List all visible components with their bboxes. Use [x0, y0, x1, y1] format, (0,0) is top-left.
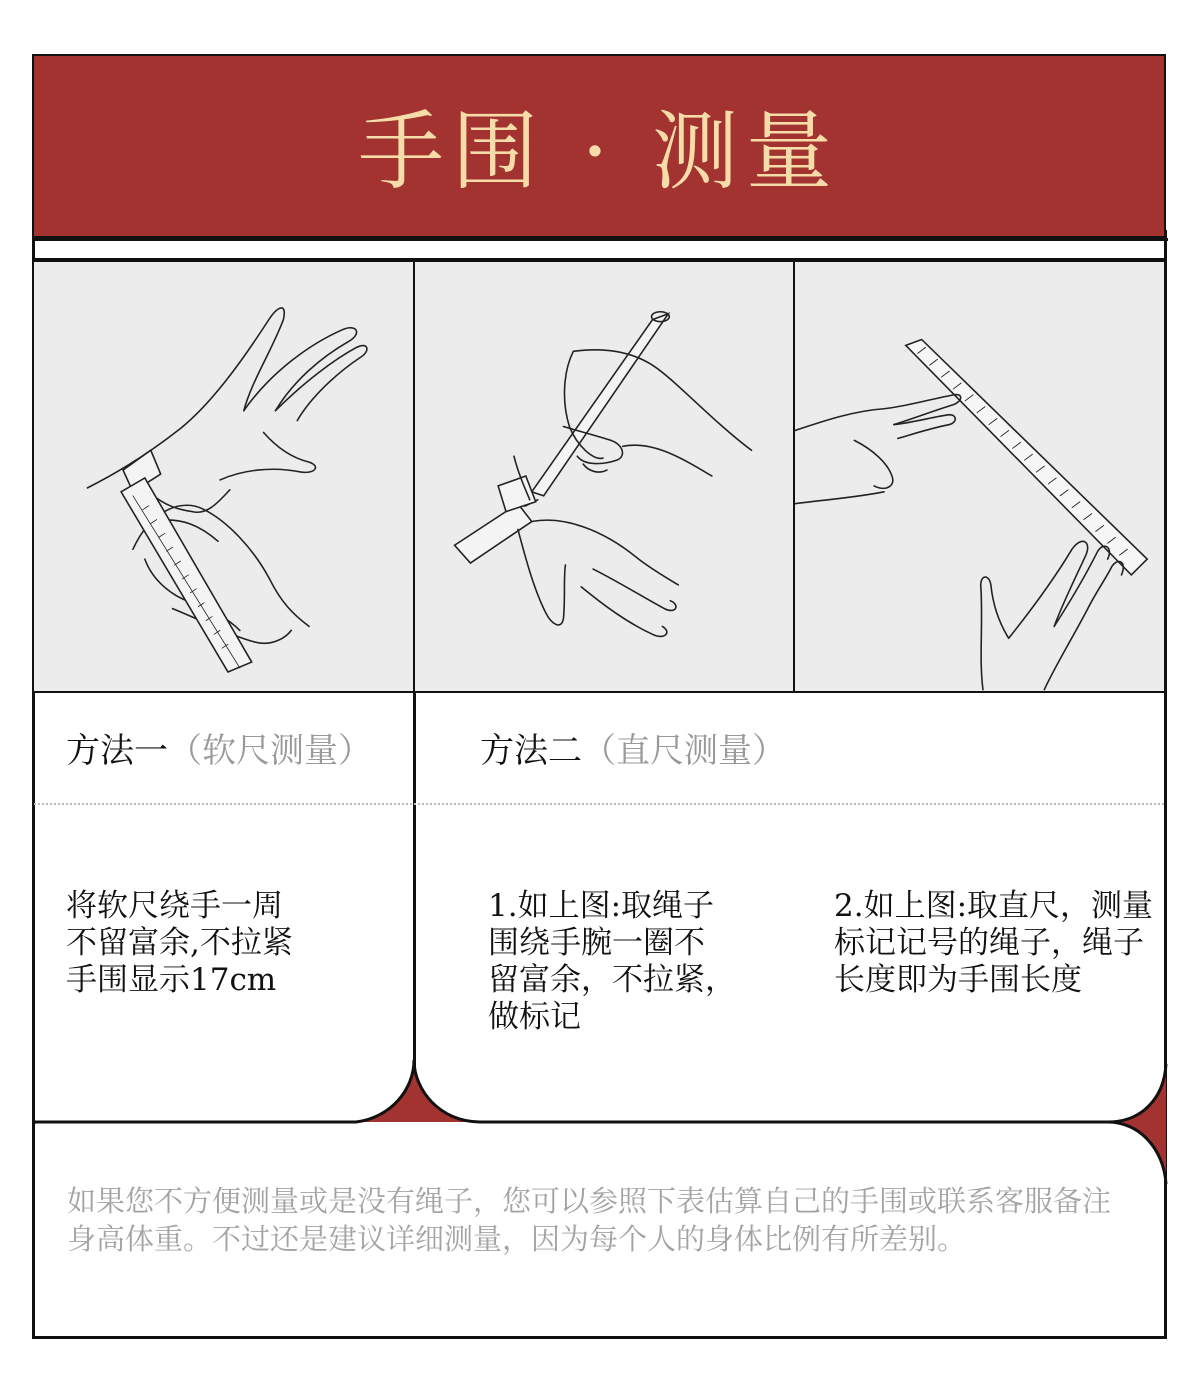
- method-one-title: [66, 728, 372, 774]
- method-two-label: 方法二: [480, 731, 582, 771]
- method-one-subtitle: （软尺测量）: [168, 731, 372, 771]
- desc-line: 长度即为手围长度: [834, 962, 1082, 998]
- note-line: 身高体重。不过还是建议详细测量，因为每个人的身体比例有所差别。: [67, 1222, 967, 1256]
- soft-tape-wrist-illustration: [34, 262, 414, 691]
- desc-line: 标记记号的绳子，绳子: [834, 925, 1144, 961]
- dotted-divider: [34, 803, 1164, 805]
- illustration-panel-pen-marking: [413, 260, 796, 693]
- page-title: 手围 · 测量: [357, 102, 840, 202]
- desc-line: 围绕手腕一圈不: [488, 925, 705, 961]
- frame-line-bottom: [32, 1336, 1167, 1339]
- header-banner: [32, 54, 1166, 238]
- illustration-panel-soft-tape: [32, 260, 416, 693]
- desc-line: 留富余，不拉紧，: [488, 962, 736, 998]
- note-text: [67, 1182, 1147, 1258]
- method-two-step-two: [834, 888, 1153, 999]
- pen-marking-rope-illustration: [415, 262, 794, 691]
- method-one-description: [66, 888, 293, 999]
- method-two-step-one: [488, 888, 736, 1036]
- desc-line: 不留富余,不拉紧: [66, 925, 293, 961]
- method-one-label: 方法一: [66, 731, 168, 771]
- decorative-curve-separator: [0, 1060, 1200, 1200]
- desc-line: 1.如上图:取绳子: [488, 888, 715, 924]
- desc-line: 将软尺绕手一周: [66, 888, 283, 924]
- frame-line-top: [32, 238, 1168, 241]
- desc-line: 手围显示17cm: [66, 962, 277, 998]
- desc-line: 做标记: [488, 999, 581, 1035]
- method-two-title: [480, 728, 786, 774]
- column-divider: [413, 692, 416, 1076]
- desc-line: 2.如上图:取直尺，测量: [834, 888, 1154, 924]
- illustration-panel-ruler: [793, 260, 1166, 693]
- method-two-subtitle: （直尺测量）: [582, 731, 786, 771]
- ruler-measure-rope-illustration: [795, 262, 1164, 691]
- note-line: 如果您不方便测量或是没有绳子，您可以参照下表估算自己的手围或联系客服备注: [67, 1184, 1112, 1218]
- panel-base-line: [32, 691, 1166, 693]
